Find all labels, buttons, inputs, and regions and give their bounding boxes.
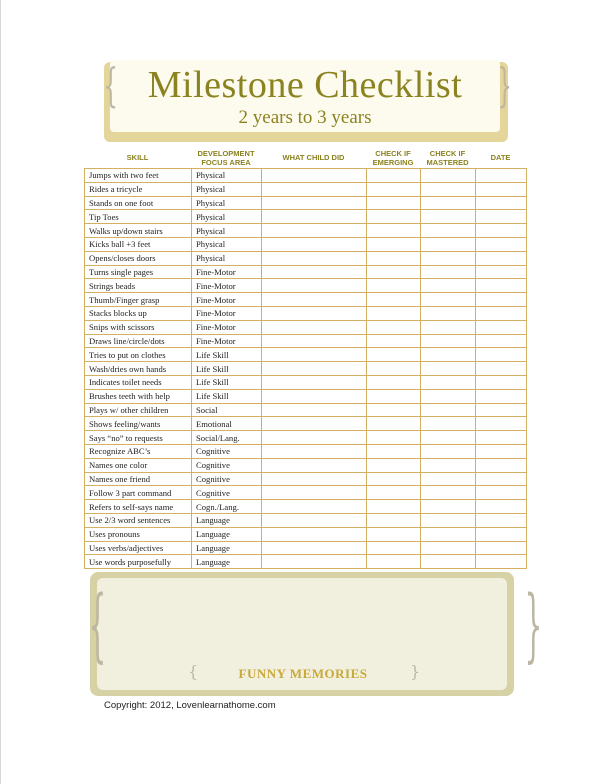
emerging-check-cell[interactable] xyxy=(367,320,421,334)
focus-area-cell: Physical xyxy=(192,237,262,251)
emerging-check-cell[interactable] xyxy=(367,486,421,500)
memories-label-left-brace: { xyxy=(188,662,199,681)
mastered-check-cell[interactable] xyxy=(421,348,476,362)
table-row xyxy=(85,224,527,238)
skill-cell: Tip Toes xyxy=(85,210,192,224)
date-cell[interactable] xyxy=(476,182,527,196)
date-cell[interactable] xyxy=(476,555,527,569)
mastered-check-cell[interactable] xyxy=(421,555,476,569)
what-child-did-cell[interactable] xyxy=(262,237,367,251)
emerging-check-cell[interactable] xyxy=(367,348,421,362)
emerging-check-cell[interactable] xyxy=(367,541,421,555)
table-row xyxy=(85,362,527,376)
what-child-did-cell[interactable] xyxy=(262,196,367,210)
skill-cell: Stacks blocks up xyxy=(85,306,192,320)
memories-left-brace: { xyxy=(88,578,107,671)
date-cell[interactable] xyxy=(476,375,527,389)
date-cell[interactable] xyxy=(476,169,527,183)
what-child-did-cell[interactable] xyxy=(262,210,367,224)
mastered-check-cell[interactable] xyxy=(421,500,476,514)
date-cell[interactable] xyxy=(476,237,527,251)
mastered-check-cell[interactable] xyxy=(421,513,476,527)
memories-label: FUNNY MEMORIES xyxy=(238,666,368,681)
emerging-check-cell[interactable] xyxy=(367,210,421,224)
table-row xyxy=(85,555,527,569)
mastered-check-cell[interactable] xyxy=(421,210,476,224)
table-row xyxy=(85,375,527,389)
date-cell[interactable] xyxy=(476,293,527,307)
date-cell[interactable] xyxy=(476,320,527,334)
focus-area-cell: Social/Lang. xyxy=(192,431,262,445)
what-child-did-cell[interactable] xyxy=(262,279,367,293)
mastered-check-cell[interactable] xyxy=(421,403,476,417)
emerging-check-cell[interactable] xyxy=(367,224,421,238)
what-child-did-cell[interactable] xyxy=(262,541,367,555)
skill-cell: Names one friend xyxy=(85,472,192,486)
skill-cell: Rides a tricycle xyxy=(85,182,192,196)
skill-cell: Use words purposefully xyxy=(85,555,192,569)
what-child-did-cell[interactable] xyxy=(262,513,367,527)
what-child-did-cell[interactable] xyxy=(262,389,367,403)
table-row xyxy=(85,513,527,527)
skill-cell: Thumb/Finger grasp xyxy=(85,293,192,307)
what-child-did-cell[interactable] xyxy=(262,444,367,458)
skill-cell: Walks up/down stairs xyxy=(85,224,192,238)
mastered-check-cell[interactable] xyxy=(421,237,476,251)
emerging-check-cell[interactable] xyxy=(367,500,421,514)
what-child-did-cell[interactable] xyxy=(262,334,367,348)
mastered-check-cell[interactable] xyxy=(421,362,476,376)
col-header-mastered-line2: MASTERED xyxy=(426,157,469,167)
what-child-did-cell[interactable] xyxy=(262,362,367,376)
what-child-did-cell[interactable] xyxy=(262,500,367,514)
col-header-what-text: WHAT CHILD DID xyxy=(282,153,345,162)
col-header-what-child-did xyxy=(261,154,366,163)
mastered-check-cell[interactable] xyxy=(421,458,476,472)
mastered-check-cell[interactable] xyxy=(421,417,476,431)
table-row xyxy=(85,279,527,293)
date-cell[interactable] xyxy=(476,500,527,514)
skill-cell: Stands on one foot xyxy=(85,196,192,210)
page-subtitle: 2 years to 3 years xyxy=(238,107,372,128)
skill-cell: Opens/closes doors xyxy=(85,251,192,265)
skill-cell: Turns single pages xyxy=(85,265,192,279)
table-row xyxy=(85,444,527,458)
emerging-check-cell[interactable] xyxy=(367,182,421,196)
table-row xyxy=(85,500,527,514)
skill-cell: Uses pronouns xyxy=(85,527,192,541)
date-cell[interactable] xyxy=(476,348,527,362)
what-child-did-cell[interactable] xyxy=(262,293,367,307)
skill-cell: Brushes teeth with help xyxy=(85,389,192,403)
col-header-skill xyxy=(84,154,191,163)
col-header-skill-text: SKILL xyxy=(126,153,149,162)
what-child-did-cell[interactable] xyxy=(262,306,367,320)
skill-cell: Refers to self-says name xyxy=(85,500,192,514)
col-header-emerging-line2: EMERGING xyxy=(372,157,414,167)
table-row xyxy=(85,403,527,417)
what-child-did-cell[interactable] xyxy=(262,472,367,486)
what-child-did-cell[interactable] xyxy=(262,169,367,183)
table-row xyxy=(85,237,527,251)
skill-cell: Strings beads xyxy=(85,279,192,293)
mastered-check-cell[interactable] xyxy=(421,224,476,238)
mastered-check-cell[interactable] xyxy=(421,375,476,389)
table-row xyxy=(85,417,527,431)
mastered-check-cell[interactable] xyxy=(421,293,476,307)
col-header-date-text: DATE xyxy=(490,153,511,162)
what-child-did-cell[interactable] xyxy=(262,348,367,362)
table-row xyxy=(85,306,527,320)
what-child-did-cell[interactable] xyxy=(262,182,367,196)
mastered-check-cell[interactable] xyxy=(421,279,476,293)
table-row xyxy=(85,389,527,403)
what-child-did-cell[interactable] xyxy=(262,320,367,334)
milestone-table xyxy=(84,168,527,569)
what-child-did-cell[interactable] xyxy=(262,486,367,500)
table-row xyxy=(85,472,527,486)
mastered-check-cell[interactable] xyxy=(421,431,476,445)
mastered-check-cell[interactable] xyxy=(421,389,476,403)
emerging-check-cell[interactable] xyxy=(367,458,421,472)
table-row xyxy=(85,265,527,279)
skill-cell: Tries to put on clothes xyxy=(85,348,192,362)
emerging-check-cell[interactable] xyxy=(367,362,421,376)
page-title: Milestone Checklist xyxy=(147,64,463,106)
right-brace-ornament: } xyxy=(497,58,512,112)
focus-area-cell: Language xyxy=(192,513,262,527)
focus-area-cell: Social xyxy=(192,403,262,417)
skill-cell: Snips with scissors xyxy=(85,320,192,334)
table-row xyxy=(85,182,527,196)
emerging-check-cell[interactable] xyxy=(367,265,421,279)
table-row xyxy=(85,196,527,210)
focus-area-cell: Fine-Motor xyxy=(192,334,262,348)
col-header-focus-area xyxy=(191,150,261,167)
date-cell[interactable] xyxy=(476,527,527,541)
table-row xyxy=(85,348,527,362)
focus-area-cell: Physical xyxy=(192,196,262,210)
date-cell[interactable] xyxy=(476,458,527,472)
emerging-check-cell[interactable] xyxy=(367,403,421,417)
emerging-check-cell[interactable] xyxy=(367,472,421,486)
focus-area-cell: Cogn./Lang. xyxy=(192,500,262,514)
date-cell[interactable] xyxy=(476,224,527,238)
skill-cell: Plays w/ other children xyxy=(85,403,192,417)
table-row xyxy=(85,541,527,555)
copyright-text: Copyright: 2012, Lovenlearnathome.com xyxy=(104,700,276,711)
skill-cell: Uses verbs/adjectives xyxy=(85,541,192,555)
table-row xyxy=(85,210,527,224)
date-cell[interactable] xyxy=(476,444,527,458)
table-row xyxy=(85,293,527,307)
skill-cell: Jumps with two feet xyxy=(85,169,192,183)
mastered-check-cell[interactable] xyxy=(421,320,476,334)
focus-area-cell: Life Skill xyxy=(192,348,262,362)
mastered-check-cell[interactable] xyxy=(421,265,476,279)
date-cell[interactable] xyxy=(476,513,527,527)
emerging-check-cell[interactable] xyxy=(367,555,421,569)
table-row xyxy=(85,431,527,445)
focus-area-cell: Language xyxy=(192,541,262,555)
skill-cell: Draws line/circle/dots xyxy=(85,334,192,348)
date-cell[interactable] xyxy=(476,279,527,293)
focus-area-cell: Fine-Motor xyxy=(192,320,262,334)
date-cell[interactable] xyxy=(476,486,527,500)
date-cell[interactable] xyxy=(476,265,527,279)
date-cell[interactable] xyxy=(476,431,527,445)
what-child-did-cell[interactable] xyxy=(262,527,367,541)
emerging-check-cell[interactable] xyxy=(367,251,421,265)
focus-area-cell: Physical xyxy=(192,224,262,238)
what-child-did-cell[interactable] xyxy=(262,417,367,431)
mastered-check-cell[interactable] xyxy=(421,444,476,458)
what-child-did-cell[interactable] xyxy=(262,224,367,238)
focus-area-cell: Physical xyxy=(192,210,262,224)
col-header-focus-line1: DEVELOPMENT xyxy=(197,149,255,158)
date-cell[interactable] xyxy=(476,472,527,486)
focus-area-cell: Fine-Motor xyxy=(192,306,262,320)
emerging-check-cell[interactable] xyxy=(367,444,421,458)
focus-area-cell: Life Skill xyxy=(192,389,262,403)
col-header-date xyxy=(475,154,526,163)
what-child-did-cell[interactable] xyxy=(262,458,367,472)
date-cell[interactable] xyxy=(476,389,527,403)
table-row xyxy=(85,527,527,541)
focus-area-cell: Fine-Motor xyxy=(192,293,262,307)
emerging-check-cell[interactable] xyxy=(367,431,421,445)
skill-cell: Names one color xyxy=(85,458,192,472)
date-cell[interactable] xyxy=(476,541,527,555)
focus-area-cell: Physical xyxy=(192,182,262,196)
mastered-check-cell[interactable] xyxy=(421,306,476,320)
table-row xyxy=(85,486,527,500)
skill-cell: Kicks ball +3 feet xyxy=(85,237,192,251)
mastered-check-cell[interactable] xyxy=(421,334,476,348)
focus-area-cell: Cognitive xyxy=(192,486,262,500)
focus-area-cell: Life Skill xyxy=(192,375,262,389)
emerging-check-cell[interactable] xyxy=(367,279,421,293)
date-cell[interactable] xyxy=(476,251,527,265)
table-row xyxy=(85,458,527,472)
col-header-mastered xyxy=(420,150,475,167)
date-cell[interactable] xyxy=(476,362,527,376)
table-row xyxy=(85,320,527,334)
page-edge xyxy=(0,0,1,784)
emerging-check-cell[interactable] xyxy=(367,513,421,527)
mastered-check-cell[interactable] xyxy=(421,472,476,486)
emerging-check-cell[interactable] xyxy=(367,293,421,307)
focus-area-cell: Physical xyxy=(192,251,262,265)
focus-area-cell: Language xyxy=(192,527,262,541)
date-cell[interactable] xyxy=(476,334,527,348)
what-child-did-cell[interactable] xyxy=(262,555,367,569)
skill-cell: Shows feeling/wants xyxy=(85,417,192,431)
emerging-check-cell[interactable] xyxy=(367,417,421,431)
mastered-check-cell[interactable] xyxy=(421,251,476,265)
date-cell[interactable] xyxy=(476,403,527,417)
skill-cell: Recognize ABC’s xyxy=(85,444,192,458)
focus-area-cell: Cognitive xyxy=(192,472,262,486)
emerging-check-cell[interactable] xyxy=(367,389,421,403)
col-header-emerging xyxy=(366,150,420,167)
skill-cell: Follow 3 part command xyxy=(85,486,192,500)
what-child-did-cell[interactable] xyxy=(262,403,367,417)
mastered-check-cell[interactable] xyxy=(421,196,476,210)
what-child-did-cell[interactable] xyxy=(262,265,367,279)
mastered-check-cell[interactable] xyxy=(421,527,476,541)
table-row xyxy=(85,251,527,265)
emerging-check-cell[interactable] xyxy=(367,237,421,251)
skill-cell: Wash/dries own hands xyxy=(85,362,192,376)
mastered-check-cell[interactable] xyxy=(421,169,476,183)
focus-area-cell: Language xyxy=(192,555,262,569)
memories-label-right-brace: } xyxy=(410,662,421,681)
memories-right-brace: } xyxy=(524,578,543,671)
emerging-check-cell[interactable] xyxy=(367,306,421,320)
mastered-check-cell[interactable] xyxy=(421,486,476,500)
focus-area-cell: Life Skill xyxy=(192,362,262,376)
what-child-did-cell[interactable] xyxy=(262,431,367,445)
table-row xyxy=(85,169,527,183)
emerging-check-cell[interactable] xyxy=(367,334,421,348)
emerging-check-cell[interactable] xyxy=(367,375,421,389)
focus-area-cell: Fine-Motor xyxy=(192,265,262,279)
col-header-focus-line2: FOCUS AREA xyxy=(201,157,251,167)
date-cell[interactable] xyxy=(476,417,527,431)
date-cell[interactable] xyxy=(476,196,527,210)
date-cell[interactable] xyxy=(476,210,527,224)
table-row xyxy=(85,334,527,348)
date-cell[interactable] xyxy=(476,306,527,320)
emerging-check-cell[interactable] xyxy=(367,169,421,183)
mastered-check-cell[interactable] xyxy=(421,182,476,196)
focus-area-cell: Cognitive xyxy=(192,444,262,458)
emerging-check-cell[interactable] xyxy=(367,527,421,541)
what-child-did-cell[interactable] xyxy=(262,251,367,265)
col-header-mastered-line1: CHECK IF xyxy=(429,149,466,158)
what-child-did-cell[interactable] xyxy=(262,375,367,389)
focus-area-cell: Fine-Motor xyxy=(192,279,262,293)
emerging-check-cell[interactable] xyxy=(367,196,421,210)
col-header-emerging-line1: CHECK IF xyxy=(375,149,411,158)
left-brace-ornament: { xyxy=(103,58,118,112)
skill-cell: Says “no” to requests xyxy=(85,431,192,445)
mastered-check-cell[interactable] xyxy=(421,541,476,555)
skill-cell: Use 2/3 word sentences xyxy=(85,513,192,527)
focus-area-cell: Physical xyxy=(192,169,262,183)
focus-area-cell: Emotional xyxy=(192,417,262,431)
focus-area-cell: Cognitive xyxy=(192,458,262,472)
skill-cell: Indicates toilet needs xyxy=(85,375,192,389)
